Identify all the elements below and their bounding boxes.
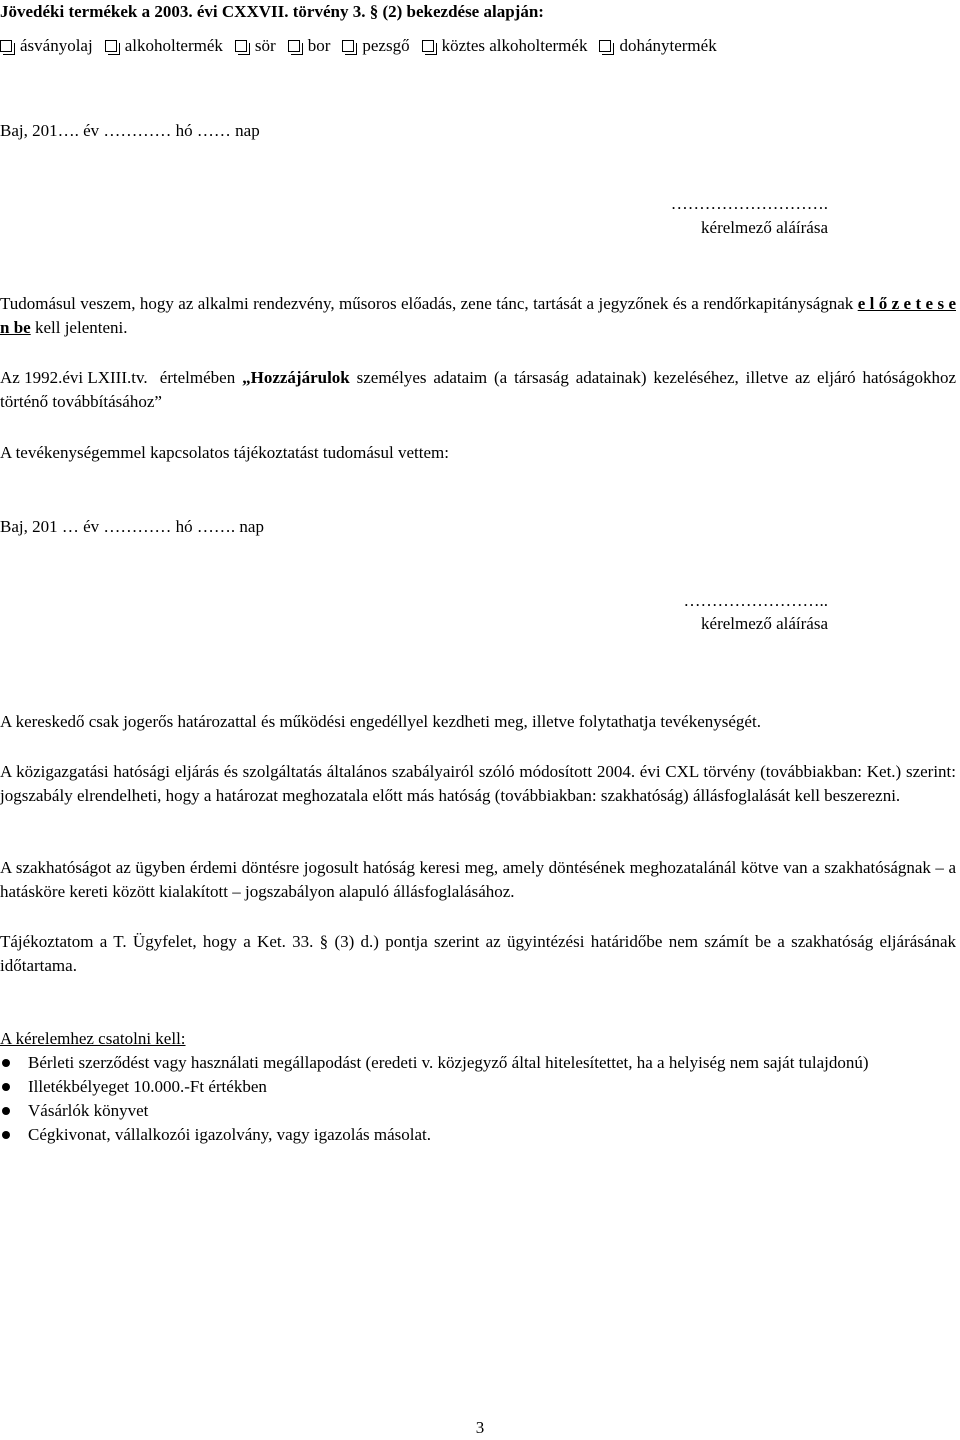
checkbox-icon <box>0 40 12 52</box>
law-reference: Az 1992.évi LXIII.tv. <box>0 368 148 387</box>
checkbox-bor[interactable]: bor <box>288 34 331 58</box>
emphasis-hozzajarulok: „Hozzájárulok <box>242 368 350 387</box>
date-line-2: Baj, 201 … év ………… hó ……. nap <box>0 517 264 536</box>
attachments-heading: A kérelemhez csatolni kell: <box>0 1029 186 1048</box>
signature-label-2: kérelmező aláírása <box>701 614 828 633</box>
tajekoztatom-paragraph: Tájékoztatom a T. Ügyfelet, hogy a Ket. 33. § (3) d.) pontja szerint az ügyintézési határidőbe nem számít be a szakhatóság eljárásának időtartama. <box>0 932 956 975</box>
checkbox-icon <box>422 40 434 52</box>
emphasis-elozetesen: e l ő z e t e s e n be <box>0 294 956 337</box>
attachments-list <box>0 1051 956 1147</box>
list-item: Bérleti szerződést vagy használati megállapodást (eredeti v. közjegyző által hitelesítettet, ha a helyiség nem saját tulajdonú) <box>0 1051 956 1075</box>
list-item: Cégkivonat, vállalkozói igazolvány, vagy igazolás másolat. <box>0 1123 956 1147</box>
ket-paragraph: A közigazgatási hatósági eljárás és szolgáltatás általános szabályairól szóló módosított 2004. évi CXL törvény (továbbiakban: Ket.) szerint: jogszabály elrendelheti, hogy a határozat meghozatala előtt más hatóság (továbbiakban: szakhatóság) állásfoglalását kell beszerezni. <box>0 762 956 805</box>
trader-paragraph: A kereskedő csak jogerős határozattal és működési engedéllyel kezdheti meg, illetve folytathatja tevékenységét. <box>0 712 761 731</box>
signature-dots-2: …………………….. <box>683 591 828 610</box>
szakhatosag-paragraph: A szakhatóságot az ügyben érdemi döntésre jogosult hatóság keresi meg, amely döntésének meghozatalánál kötve van a szakhatóságnak – a hatásköre kereti között kialakított – jogszabályon alapuló állásfoglalásához. <box>0 858 956 901</box>
checkbox-dohanytermek[interactable]: dohánytermék <box>599 34 716 58</box>
list-item: Illetékbélyeget 10.000.-Ft értékben <box>0 1075 956 1099</box>
page-title: Jövedéki termékek a 2003. évi CXXVII. törvény 3. § (2) bekezdése alapján: <box>0 2 544 21</box>
page-number: 3 <box>475 1418 485 1437</box>
notice-paragraph: Tudomásul veszem, hogy az alkalmi rendezvény, műsoros előadás, zene tánc, tartását a jegyzőnek és a rendőrkapitányságnak e l ő z e t e s e n be kell jelenteni. <box>0 294 956 337</box>
checkbox-sor[interactable]: sör <box>235 34 276 58</box>
list-item: Vásárlók könyvet <box>0 1099 956 1123</box>
consent-paragraph: értelmében „Hozzájárulok személyes adataim (a társaság adatainak) kezeléséhez, illetve az eljáró hatóságokhoz történő továbbításához” <box>0 368 956 411</box>
checkbox-koztes-alkoholtermek[interactable]: köztes alkoholtermék <box>422 34 588 58</box>
checkbox-icon <box>288 40 300 52</box>
checkbox-alkoholtermek[interactable]: alkoholtermék <box>105 34 223 58</box>
checkbox-icon <box>235 40 247 52</box>
signature-dots-1: ………………………. <box>670 194 828 213</box>
info-acknowledgement: A tevékenységemmel kapcsolatos tájékoztatást tudomásul vettem: <box>0 443 449 462</box>
checkbox-pezsgo[interactable]: pezsgő <box>342 34 409 58</box>
checkbox-icon <box>342 40 354 52</box>
signature-label-1: kérelmező aláírása <box>701 218 828 237</box>
checkbox-asvanyolaj[interactable]: ásványolaj <box>0 34 93 58</box>
product-checkbox-list <box>0 34 960 58</box>
date-line-1: Baj, 201…. év ………… hó …… nap <box>0 121 260 140</box>
checkbox-icon <box>599 40 611 52</box>
checkbox-icon <box>105 40 117 52</box>
